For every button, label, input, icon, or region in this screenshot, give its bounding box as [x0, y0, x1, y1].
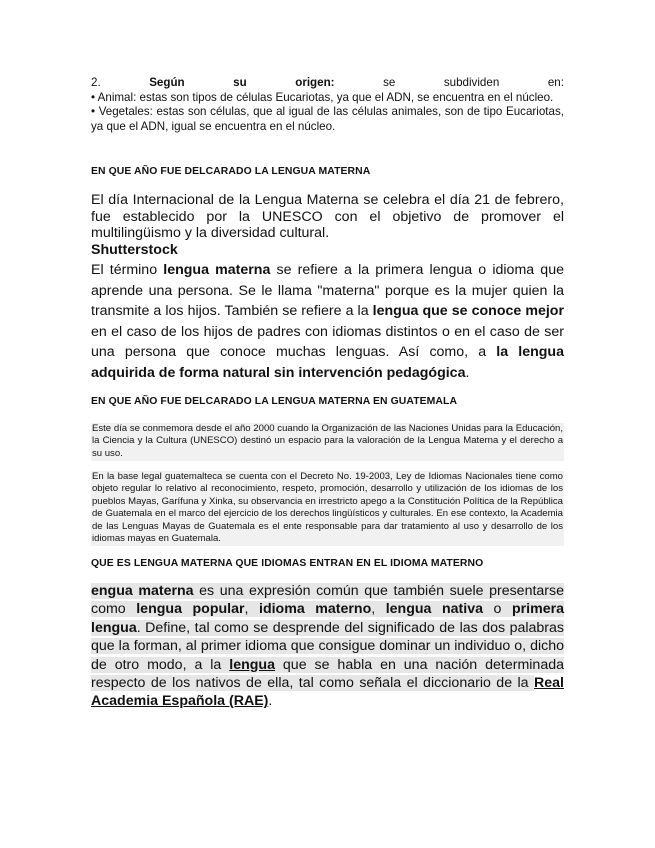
image-source: Shutterstock — [91, 241, 178, 258]
languages-section — [91, 582, 564, 711]
text-run: El término — [91, 262, 164, 278]
rae-link[interactable]: Real Academia Española (RAE) — [91, 675, 564, 710]
text-run: que se habla en una nación determinada respecto de los nativos de ella, tal como señala el diccionario de la — [91, 656, 564, 692]
animal-bullet: • Animal: estas son tipos de células Eucariotas, ya que el ADN, se encuentra en el núcleo. — [91, 90, 554, 104]
highlighted-text — [91, 583, 564, 691]
languages-paragraph — [91, 582, 564, 711]
bold-term: engua materna — [91, 583, 194, 599]
celebration-section — [91, 192, 564, 258]
cell-types-section — [91, 76, 564, 134]
origin-word-6: en: — [547, 76, 564, 89]
unesco-note: Este día se conmemora desde el año 2000 cuando la Organización de las Naciones Unidas para la Educación, la Ciencia y la Cultura (UNESCO) destinó un espacio para la valoración de la Lengua Materna y el derecho a su uso. — [91, 423, 564, 461]
text-run: es una expresión común que también suele presentarse como — [91, 583, 565, 618]
origin-line — [91, 76, 564, 91]
bold-term: lengua nativa — [385, 601, 483, 618]
celebration-text: El día Internacional de la Lengua Materna se celebra el día 21 de febrero, fue establecido por la UNESCO con el objetivo de promover el multilingüismo y la diversidad cultural. — [91, 192, 564, 242]
bold-term: idioma materno — [259, 601, 372, 618]
legal-base-note: En la base legal guatemalteca se cuenta con el Decreto No. 19-2003, Ley de Idiomas Nacionales tiene como objeto regular lo relativo al reconocimiento, respeto, promoción, desarrollo y utilización de los idiomas de los pueblos Mayas, Garífuna y Xinka, su observancia en irrestricto apego a la Constitución Política de la República de Guatemala en el marco del ejercicio de los derechos lingüísticos y culturales. En ese contexto, la Academia de las Lenguas Mayas de Guatemala es el ente responsable para dar tratamiento al uso y desarrollo de los idiomas mayas en Guatemala. — [92, 471, 563, 545]
bold-term: primera lengua — [91, 601, 564, 636]
bold-term: lengua popular — [136, 601, 245, 618]
text-run: . — [268, 693, 273, 710]
bold-term: lengua materna — [163, 262, 271, 278]
origin-word-1: Según — [149, 76, 185, 89]
origin-word-3: origen: — [295, 76, 335, 89]
text-run: . Define, tal como se desprende del significado de las dos palabras que la forman, al primer idioma que consigue dominar un individuo o, dicho de otro modo, a la — [91, 619, 564, 673]
origin-word-5: subdividen — [443, 76, 500, 89]
heading-guatemala: EN QUE AÑO FUE DELCARADO LA LENGUA MATERNA EN GUATEMALA — [91, 396, 458, 407]
heading-languages: QUE ES LENGUA MATERNA QUE IDIOMAS ENTRAN EN EL IDIOMA MATERNO — [91, 558, 484, 569]
lengua-link[interactable]: lengua — [229, 656, 275, 673]
origin-word-2: su — [233, 76, 247, 89]
bold-term: la lengua adquirida de forma natural sin intervención pedagógica — [91, 344, 564, 381]
text-run: , — [371, 601, 386, 618]
origin-word-4: se — [383, 76, 396, 89]
text-run: , — [244, 601, 259, 618]
list-number: 2. — [91, 76, 101, 89]
definition-section — [91, 260, 564, 384]
bold-term: lengua que se conoce mejor — [372, 303, 564, 320]
text-run: se refiere a la primera lengua o idioma que aprende una persona. Se le llama "materna" porque es la mujer quien la transmite a los hijos. También se refiere a la — [91, 262, 564, 320]
definition-paragraph — [91, 260, 564, 384]
text-run: en el caso de los hijos de padres con idiomas distintos o en el caso de ser una persona que conoce muchas lenguas. Así como, a — [91, 323, 564, 361]
text-run: o — [482, 601, 512, 618]
vegetal-bullet: • Vegetales: estas son células, que al igual de las células animales, son de tipo Eucariotas, ya que el ADN, igual se encuentra en el núcleo. — [91, 105, 564, 133]
heading-materna-year: EN QUE AÑO FUE DELCARADO LA LENGUA MATERNA — [91, 166, 371, 177]
text-run: . — [465, 364, 470, 381]
